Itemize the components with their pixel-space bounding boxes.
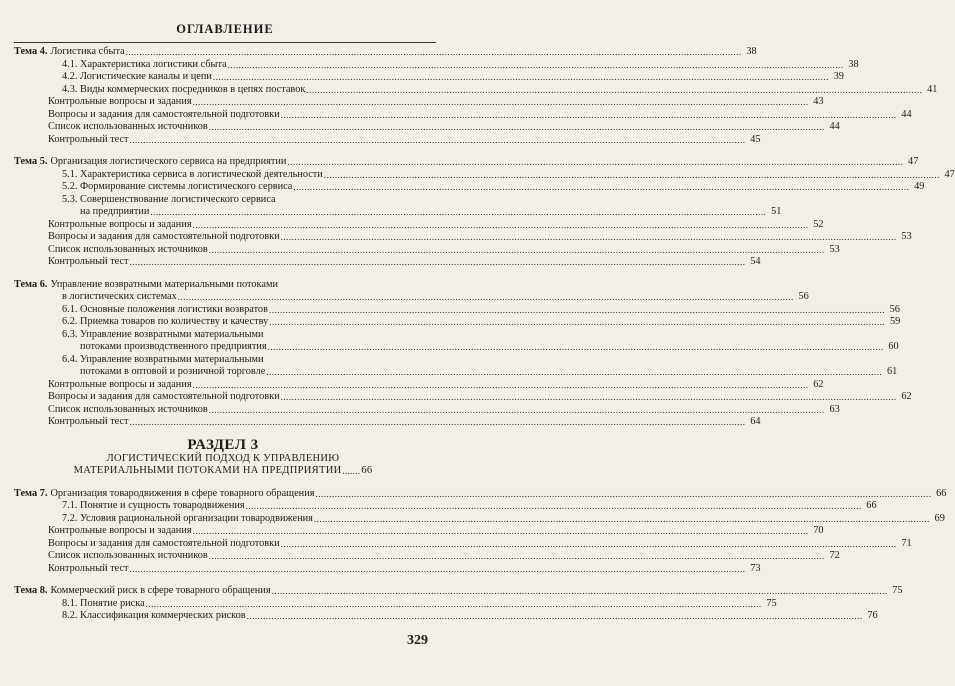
dot-leader <box>209 121 825 134</box>
dot-leader <box>150 206 766 219</box>
dot-leader <box>130 256 746 269</box>
toc-entry[interactable] <box>14 256 761 269</box>
spacer <box>14 478 432 488</box>
page-number: 62 <box>901 391 912 402</box>
topic-title: Управление возвратными материальными потоками <box>50 278 278 290</box>
entry-text: 4.2. Логистические каналы и цепи <box>62 71 212 82</box>
entry-text: 5.2. Формирование системы логистического сервиса <box>62 181 293 192</box>
page-folio-number: 329 <box>407 633 428 648</box>
entry-text: 8.2. Классификация коммерческих рисков <box>62 610 246 621</box>
toc-entry[interactable] <box>14 194 432 207</box>
toc-entry[interactable] <box>14 550 840 563</box>
topic-label: Тема 5. <box>14 156 48 167</box>
dot-leader <box>193 219 809 232</box>
entry-text: Вопросы и задания для самостоятельной подготовки <box>48 537 280 549</box>
entry-text: 5.3. Совершенствование логистического сервиса <box>62 193 276 205</box>
dot-leader: ....... <box>342 466 361 476</box>
dot-leader <box>130 563 746 576</box>
topic-label: Тема 4. <box>14 46 48 57</box>
page-number: 53 <box>901 231 912 242</box>
toc-entry[interactable] <box>14 610 878 623</box>
dot-leader <box>281 391 897 404</box>
dot-leader <box>178 291 794 304</box>
toc-topic-8[interactable] <box>14 585 903 598</box>
entry-text: потоками в оптовой и розничной торговле <box>80 366 266 377</box>
header-rule <box>14 42 436 43</box>
dot-leader <box>130 134 746 147</box>
entry-text: 7.1. Понятие и сущность товародвижения <box>62 500 245 511</box>
entry-text: 4.3. Виды коммерческих посредников в цепях поставок <box>62 83 306 95</box>
topic-title-continuation: в логистических системах <box>62 291 177 302</box>
entry-text: 6.3. Управление возвратными материальными <box>62 328 264 340</box>
entry-text: Список использованных источников <box>48 403 208 415</box>
spacer <box>14 429 432 435</box>
section-title[interactable]: РАЗДЕЛ 3 <box>187 436 259 453</box>
page-number: 62 <box>813 378 824 390</box>
dot-leader <box>209 244 825 257</box>
page-number: 49 <box>914 181 925 192</box>
page-number: 56 <box>889 303 900 315</box>
dot-leader <box>269 304 885 317</box>
toc-entry[interactable] <box>14 231 912 244</box>
page-number: 53 <box>829 243 840 255</box>
page-number: 47 <box>908 156 919 167</box>
page-number: 38 <box>848 58 859 70</box>
page-number: 44 <box>829 121 840 132</box>
page-number: 66 <box>936 487 947 499</box>
toc-entry[interactable] <box>14 597 777 611</box>
entry-text: 7.2. Условия рациональной организации товародвижения <box>62 512 313 524</box>
dot-leader <box>306 84 922 97</box>
table-of-contents <box>14 46 955 623</box>
toc-entry[interactable] <box>14 354 432 367</box>
entry-text: Вопросы и задания для самостоятельной подготовки <box>48 231 280 242</box>
toc-entry[interactable] <box>14 218 824 232</box>
dot-leader <box>293 181 909 194</box>
dot-leader <box>126 46 742 59</box>
dot-leader <box>287 156 903 169</box>
dot-leader <box>315 488 931 501</box>
page-number: 45 <box>750 133 761 145</box>
dot-leader <box>281 231 897 244</box>
entry-text: Контрольный тест <box>48 416 129 427</box>
toc-entry[interactable] <box>14 403 840 417</box>
entry-text: Контрольные вопросы и задания <box>48 218 192 230</box>
entry-text: Список использованных источников <box>48 121 208 132</box>
entry-text: Контрольный тест <box>48 133 129 145</box>
entry-text: 6.1. Основные положения логистики возвратов <box>62 303 268 315</box>
topic-title: Организация товародвижения в сфере товарного обращения <box>50 487 315 499</box>
section-subtitle: МАТЕРИАЛЬНЫМИ ПОТОКАМИ НА ПРЕДПРИЯТИИ <box>73 465 342 476</box>
dot-leader <box>213 71 829 84</box>
toc-topic-7[interactable] <box>14 487 947 501</box>
toc-topic-4[interactable] <box>14 46 757 59</box>
toc-entry[interactable] <box>14 512 945 526</box>
entry-text: Контрольный тест <box>48 256 129 267</box>
page-number: 61 <box>887 366 898 377</box>
entry-text: Контрольные вопросы и задания <box>48 378 192 390</box>
page-number: 70 <box>813 525 824 536</box>
dot-leader <box>314 513 930 526</box>
toc-entry[interactable] <box>14 96 824 109</box>
spacer <box>14 575 432 585</box>
section-subtitle-line[interactable] <box>14 465 432 478</box>
page-number: 52 <box>813 218 824 230</box>
dot-leader <box>193 525 809 538</box>
page-number: 39 <box>833 71 844 82</box>
page-number: 59 <box>889 316 901 327</box>
page-number: 72 <box>829 550 840 561</box>
page-number: 73 <box>750 562 761 574</box>
toc-topic-6-continuation[interactable] <box>14 291 809 304</box>
entry-text: 8.1. Понятие риска <box>62 597 145 609</box>
page-number: 44 <box>901 108 912 120</box>
toc-topic-6[interactable] <box>14 279 432 292</box>
dot-leader <box>268 341 884 354</box>
topic-title: Коммерческий риск в сфере товарного обращения <box>50 585 271 596</box>
entry-text: Контрольный тест <box>48 562 129 574</box>
entry-text: Список использованных источников <box>48 243 208 255</box>
topic-title: Логистика сбыта <box>50 46 125 57</box>
dot-leader <box>209 550 825 563</box>
toc-entry[interactable] <box>14 58 859 72</box>
dot-leader <box>246 500 862 513</box>
toc-entry[interactable] <box>14 500 877 513</box>
page-number: 41 <box>927 83 938 95</box>
spacer <box>14 146 432 156</box>
toc-entry-continuation[interactable] <box>14 341 899 354</box>
toc-entry-continuation[interactable] <box>14 206 782 219</box>
page-number: 38 <box>746 46 757 57</box>
dot-leader <box>247 610 863 623</box>
page-number: 63 <box>829 403 840 415</box>
dot-leader <box>281 538 897 551</box>
toc-entry[interactable] <box>14 391 912 404</box>
toc-entry-continuation[interactable] <box>14 366 898 379</box>
topic-label: Тема 7. <box>14 487 48 499</box>
entry-text: Список использованных источников <box>48 550 208 561</box>
entry-text: 6.4. Управление возвратными материальными <box>62 353 264 365</box>
toc-entry[interactable] <box>14 83 938 97</box>
entry-text: Контрольные вопросы и задания <box>48 96 192 107</box>
dot-leader <box>130 416 746 429</box>
topic-label: Тема 6. <box>14 278 48 290</box>
dot-leader <box>272 585 888 598</box>
page-number: 60 <box>888 341 899 352</box>
toc-entry[interactable] <box>14 562 761 576</box>
toc-entry[interactable] <box>14 316 901 329</box>
toc-entry[interactable] <box>14 133 761 147</box>
page-number: 75 <box>892 585 903 596</box>
toc-entry[interactable] <box>14 181 925 194</box>
entry-text: Вопросы и задания для самостоятельной подготовки <box>48 108 280 120</box>
toc-entry[interactable] <box>14 243 840 257</box>
toc-topic-5[interactable] <box>14 156 919 169</box>
page-number: 69 <box>934 512 945 524</box>
entry-text: Контрольные вопросы и задания <box>48 525 192 536</box>
dot-leader <box>209 404 825 417</box>
entry-text: 4.1. Характеристика логистики сбыта <box>62 58 227 70</box>
entry-text: 6.2. Приемка товаров по количеству и качеству <box>62 316 269 327</box>
entry-text: на предприятии <box>80 206 150 217</box>
dot-leader <box>193 379 809 392</box>
toc-entry[interactable] <box>14 525 824 538</box>
toc-entry[interactable] <box>14 303 900 317</box>
page-number: 66 <box>361 465 373 476</box>
toc-entry[interactable] <box>14 108 912 122</box>
dot-leader <box>228 59 844 72</box>
topic-label: Тема 8. <box>14 585 48 596</box>
toc-entry[interactable] <box>14 329 432 342</box>
toc-entry[interactable] <box>14 121 840 134</box>
page-number: 66 <box>866 500 877 511</box>
toc-entry[interactable] <box>14 378 824 392</box>
page-number: 51 <box>771 206 782 217</box>
toc-entry[interactable] <box>14 71 844 84</box>
entry-text: 5.1. Характеристика сервиса в логистической деятельности <box>62 168 323 180</box>
dot-leader <box>281 109 897 122</box>
dot-leader <box>146 598 762 611</box>
toc-entry[interactable] <box>14 537 912 551</box>
page-header: ОГЛАВЛЕНИЕ <box>176 22 274 36</box>
page-number: 64 <box>750 416 761 427</box>
toc-entry[interactable] <box>14 168 955 182</box>
page-number: 71 <box>901 537 912 549</box>
entry-text: потоками производственного предприятия <box>80 341 267 352</box>
spacer <box>14 269 432 279</box>
page-number: 56 <box>798 291 809 302</box>
toc-entry[interactable] <box>14 416 761 429</box>
dot-leader <box>324 169 940 182</box>
section-subtitle: ЛОГИСТИЧЕСКИЙ ПОДХОД К УПРАВЛЕНИЮ <box>106 452 340 464</box>
entry-text: Вопросы и задания для самостоятельной подготовки <box>48 391 280 402</box>
page-number: 75 <box>766 597 777 609</box>
page-number: 43 <box>813 96 824 107</box>
page-number: 76 <box>867 610 878 621</box>
page-number: 54 <box>750 256 761 267</box>
dot-leader <box>269 316 885 329</box>
topic-title: Организация логистического сервиса на предприятии <box>50 156 287 167</box>
dot-leader <box>193 96 809 109</box>
page-number: 47 <box>944 168 955 180</box>
dot-leader <box>266 366 882 379</box>
